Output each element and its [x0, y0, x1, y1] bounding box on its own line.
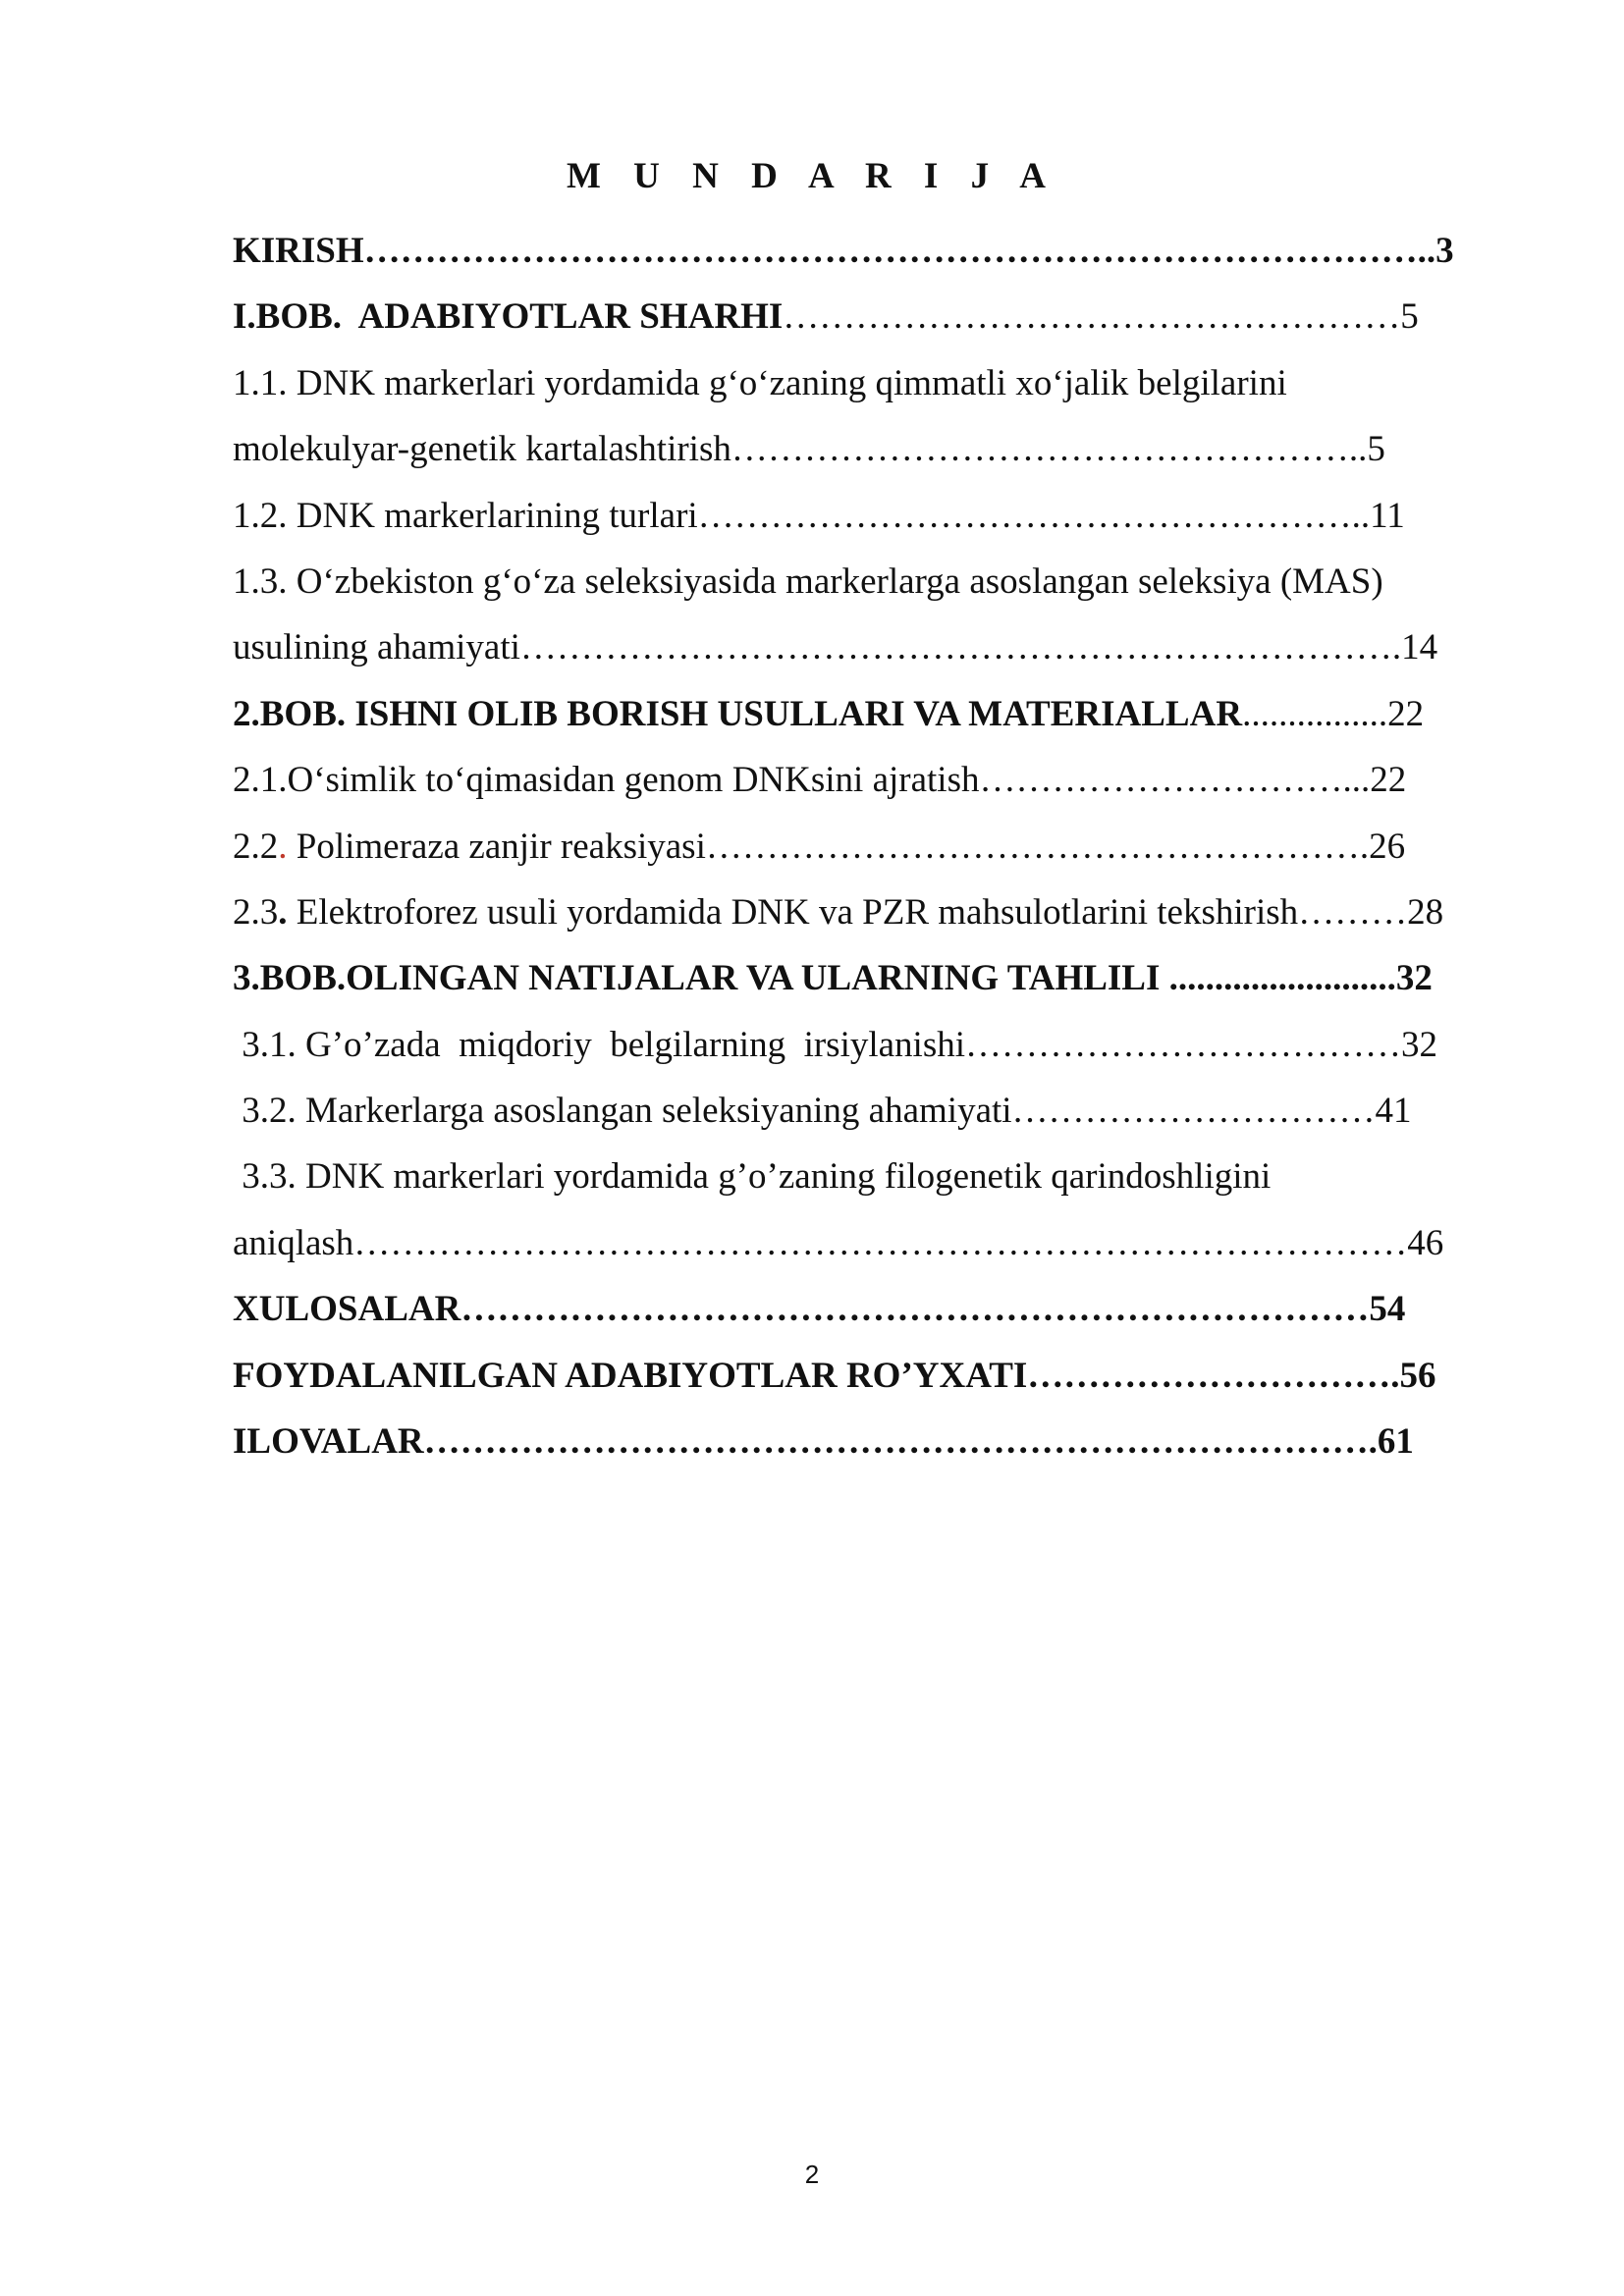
- toc-entry-2-3-dot: .: [278, 891, 288, 933]
- toc-entry-adabiyotlar: FOYDALANILGAN ADABIYOTLAR RO’YXATI………………………….56: [233, 1355, 1436, 1396]
- toc-entry-chapter-3: 3.BOB.OLINGAN NATIJALAR VA ULARNING TAHLILI .........................32: [233, 958, 1433, 999]
- toc-entry-2-3-number: 2.3: [233, 891, 279, 933]
- toc-entry-chapter-2-page: ................22: [1242, 693, 1425, 734]
- toc-title: M U N D A R I J A: [566, 156, 1058, 196]
- toc-entry-2-2-number: 2.2: [233, 826, 279, 867]
- toc-entry-1-3-line-2: usulining ahamiyati……………………………………………………………….14: [233, 627, 1438, 668]
- toc-entry-2-1: 2.1.O‘simlik to‘qimasidan genom DNKsini ajratish…………………………...22: [233, 760, 1407, 801]
- toc-entry-1-1-line-2: molekulyar-genetik kartalashtirish……………………………………………..5: [233, 429, 1385, 470]
- toc-entry-3-3-line-1: 3.3. DNK markerlari yordamida g’o’zaning filogenetik qarindoshligini: [233, 1156, 1272, 1198]
- table-of-contents: [233, 218, 1539, 1474]
- toc-entry-1-2: 1.2. DNK markerlarining turlari………………………………………………..11: [233, 495, 1405, 536]
- toc-entry-3-3-line-2: aniqlash……………………………………………………………………………46: [233, 1222, 1444, 1263]
- toc-entry-2-2-text: Polimeraza zanjir reaksiyasi……………………………………………….26: [287, 826, 1406, 867]
- toc-entry-1-1-line-1: 1.1. DNK markerlari yordamida g‘o‘zaning qimmatli xo‘jalik belgilarini: [233, 362, 1287, 403]
- toc-entry-chapter-1-title: I.BOB. ADABIYOTLAR SHARHI: [233, 296, 784, 338]
- toc-entry-2-2-dot: .: [278, 826, 288, 867]
- toc-entry-xulosalar: XULOSALAR…………………………………………………………………54: [233, 1289, 1406, 1330]
- page-number: 2: [804, 2160, 820, 2189]
- toc-entry-chapter-2-title: 2.BOB. ISHNI OLIB BORISH USULLARI VA MATERIALLAR: [233, 693, 1243, 734]
- toc-entry-1-3-line-1: 1.3. O‘zbekiston g‘o‘za seleksiyasida markerlarga asoslangan seleksiya (MAS): [233, 561, 1383, 602]
- toc-entry-3-2: 3.2. Markerlarga asoslangan seleksiyaning ahamiyati…………………………41: [233, 1091, 1412, 1132]
- toc-entry-chapter-2: [233, 681, 1539, 747]
- toc-entry-2-3: [233, 880, 1539, 945]
- toc-entry-ilovalar: ILOVALAR…………………………………………………………………….61: [233, 1421, 1414, 1463]
- toc-entry-2-3-text: Elektroforez usuli yordamida DNK va PZR mahsulotlarini tekshirish………28: [287, 891, 1444, 933]
- toc-entry-kirish: KIRISH……………………………………………………………………………..3: [233, 231, 1454, 271]
- toc-entry-3-1: 3.1. G’o’zada miqdoriy belgilarning irsiylanishi………………………………32: [233, 1024, 1438, 1065]
- toc-entry-chapter-1: [233, 284, 1539, 349]
- toc-entry-chapter-1-page: ……………………………………………5: [783, 296, 1419, 338]
- toc-entry-2-2: [233, 814, 1539, 880]
